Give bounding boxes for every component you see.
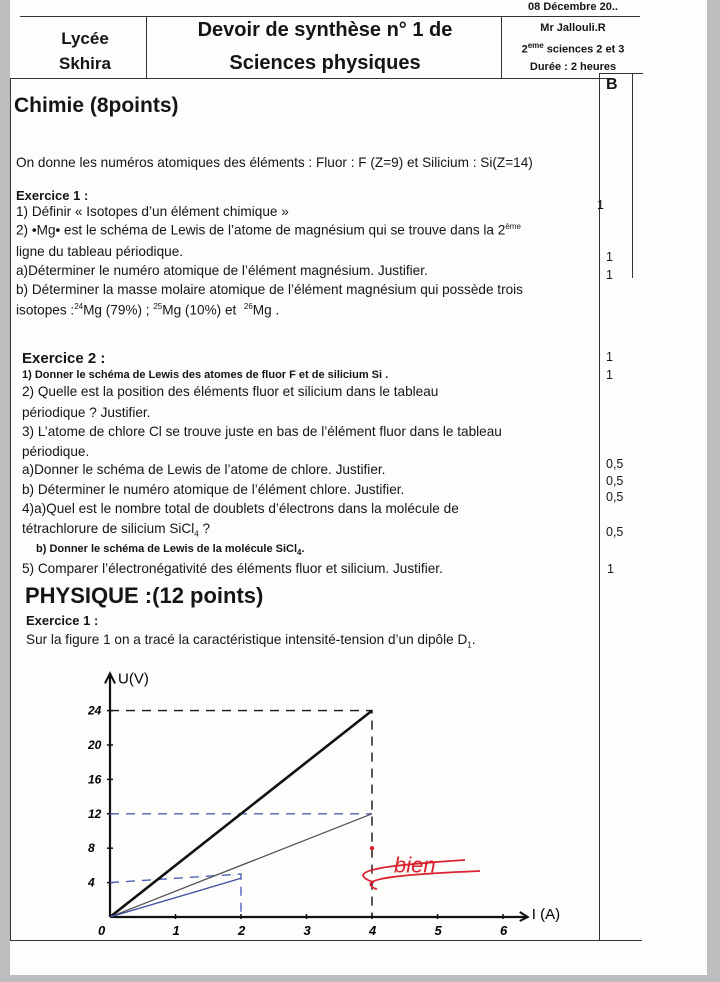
teacher-name: Mr Jallouli.R <box>540 22 606 34</box>
y-tick-label: 4 <box>88 875 95 890</box>
chimie-section-title: Chimie (8points) <box>14 94 179 117</box>
ex1-text-end: . <box>471 632 476 647</box>
chimie-ex1-title: Exercice 1 : <box>16 188 89 203</box>
points-value: 1 <box>606 250 613 264</box>
y-tick-label: 12 <box>88 806 102 821</box>
chimie-ex2-q5: 5) Comparer l’électronégativité des éléments fluor et silicium. Justifier. <box>22 561 443 576</box>
points-value: 1 <box>606 368 613 382</box>
q4b-text: b) Donner le schéma de Lewis de la molécule SiCl <box>36 543 298 555</box>
points-value: 1 <box>597 198 604 212</box>
chimie-ex2-q3b: b) Déterminer le numéro atomique de l’élément chlore. Justifier. <box>22 482 405 497</box>
points-value: 0,5 <box>606 525 624 539</box>
y-tick-label: 24 <box>88 703 102 718</box>
chimie-ex1-qa: a)Déterminer le numéro atomique de l’élément magnésium. Justifier. <box>16 263 428 278</box>
school-line-2: Skhira <box>59 54 111 73</box>
x-tick-label: 6 <box>500 923 508 938</box>
class-level-sup: eme <box>527 41 544 50</box>
subscript: 4 <box>297 548 302 558</box>
red-dot <box>370 846 374 850</box>
chimie-ex2-q3: 3) L’atome de chlore Cl se trouve juste en bas de l’élément fluor dans le tableau <box>22 424 502 439</box>
x-tick-label: 0 <box>98 923 106 938</box>
x-tick-label: 2 <box>238 923 246 938</box>
isotope-mass: 26 <box>243 302 253 311</box>
class-name <box>503 37 643 59</box>
header-divider <box>501 16 502 78</box>
exam-title <box>150 14 500 80</box>
q2-sup: ème <box>505 222 521 231</box>
chimie-ex1-q1: 1) Définir « Isotopes d’un élément chimique » <box>16 204 289 219</box>
chimie-ex2-q2-line2: périodique ? Justifier. <box>22 405 151 420</box>
series-line <box>110 878 241 917</box>
chimie-ex1-q2 <box>16 222 521 238</box>
exam-date: 08 Décembre 20.. <box>528 2 618 13</box>
points-value: 0,5 <box>606 490 624 504</box>
x-axis-label: I (A) <box>531 906 561 923</box>
barem-top <box>599 73 643 74</box>
school-name <box>30 26 140 76</box>
chimie-ex2-q2: 2) Quelle est la position des éléments fluor et silicium dans le tableau <box>22 384 439 399</box>
chimie-ex2-q4a: 4)a)Quel est le nombre total de doublets d’électrons dans la molécule de <box>22 501 459 516</box>
isotope-1: Mg (79%) ; <box>83 302 150 318</box>
q4b-end: . <box>301 543 305 555</box>
chimie-ex2-title: Exercice 2 : <box>22 350 106 367</box>
points-value: 1 <box>607 562 614 576</box>
y-tick-label: 16 <box>88 772 102 787</box>
x-tick-label: 1 <box>172 923 180 938</box>
exam-title-line-2: Sciences physiques <box>229 52 421 74</box>
chimie-ex2-q4b <box>36 543 305 557</box>
subscript: 1 <box>467 640 472 650</box>
points-value: 1 <box>606 268 613 282</box>
chimie-ex2-q3a: a)Donner le schéma de Lewis de l’atome de chlore. Justifier. <box>22 462 386 477</box>
exam-duration: Durée : 2 heures <box>529 60 617 73</box>
physique-ex1-text <box>26 632 476 650</box>
q4a-text: tétrachlorure de silicium SiCl <box>22 521 195 536</box>
header-divider <box>146 16 147 78</box>
points-value: 0,5 <box>606 457 624 471</box>
ex1-text: Sur la figure 1 on a tracé la caractéristique intensité-tension d’un dipôle D <box>26 632 468 647</box>
characteristic-chart <box>10 660 610 950</box>
chimie-ex1-qb: b) Déterminer la masse molaire atomique de l’élément magnésium qui possède trois <box>16 282 523 297</box>
q4a-end: ? <box>198 521 211 536</box>
physique-section-title: PHYSIQUE :(12 points) <box>25 583 264 608</box>
x-tick-label: 5 <box>434 923 442 938</box>
x-tick-label: 4 <box>369 923 377 938</box>
points-value: 0,5 <box>606 474 624 488</box>
chimie-ex2-q3-line2: périodique. <box>22 444 90 459</box>
chimie-ex1-isotopes <box>16 302 279 318</box>
chimie-intro: On donne les numéros atomiques des éléments : Fluor : F (Z=9) et Silicium : Si(Z=14) <box>16 155 533 170</box>
series-line <box>110 814 372 917</box>
handwritten-note: bien <box>394 852 436 878</box>
q2-text: 2) •Mg• est le schéma de Lewis de l’atome de magnésium qui se trouve dans la 2 <box>16 222 506 238</box>
class-sections: sciences 2 et 3 <box>543 43 625 56</box>
exam-info <box>503 2 643 76</box>
physique-ex1-title: Exercice 1 : <box>26 613 99 628</box>
class-level: 2 <box>521 43 528 56</box>
x-tick-label: 3 <box>303 923 311 938</box>
subscript: 4 <box>194 529 199 539</box>
chimie-ex2-q4a-line2 <box>22 521 210 539</box>
barem-column-header: B <box>606 76 618 93</box>
points-value: 1 <box>606 350 613 364</box>
y-tick-label: 8 <box>88 841 95 856</box>
school-line-1: Lycée <box>61 29 109 48</box>
isotope-2: Mg (10%) et <box>162 302 237 318</box>
isotope-mass: 24 <box>74 302 84 311</box>
isotope-3: Mg . <box>252 302 280 318</box>
chimie-ex1-q2-line2: ligne du tableau périodique. <box>16 244 184 259</box>
exam-page <box>10 0 707 975</box>
isotopes-label: isotopes : <box>16 302 75 318</box>
y-tick-label: 20 <box>88 738 102 752</box>
isotope-mass: 25 <box>153 302 163 311</box>
exam-title-line-1: Devoir de synthèse n° 1 de <box>197 19 453 41</box>
y-axis-label: U(V) <box>118 670 149 688</box>
barem-column-right <box>632 73 633 278</box>
chimie-ex2-q1: 1) Donner le schéma de Lewis des atomes de fluor F et de silicium Si . <box>22 369 389 381</box>
